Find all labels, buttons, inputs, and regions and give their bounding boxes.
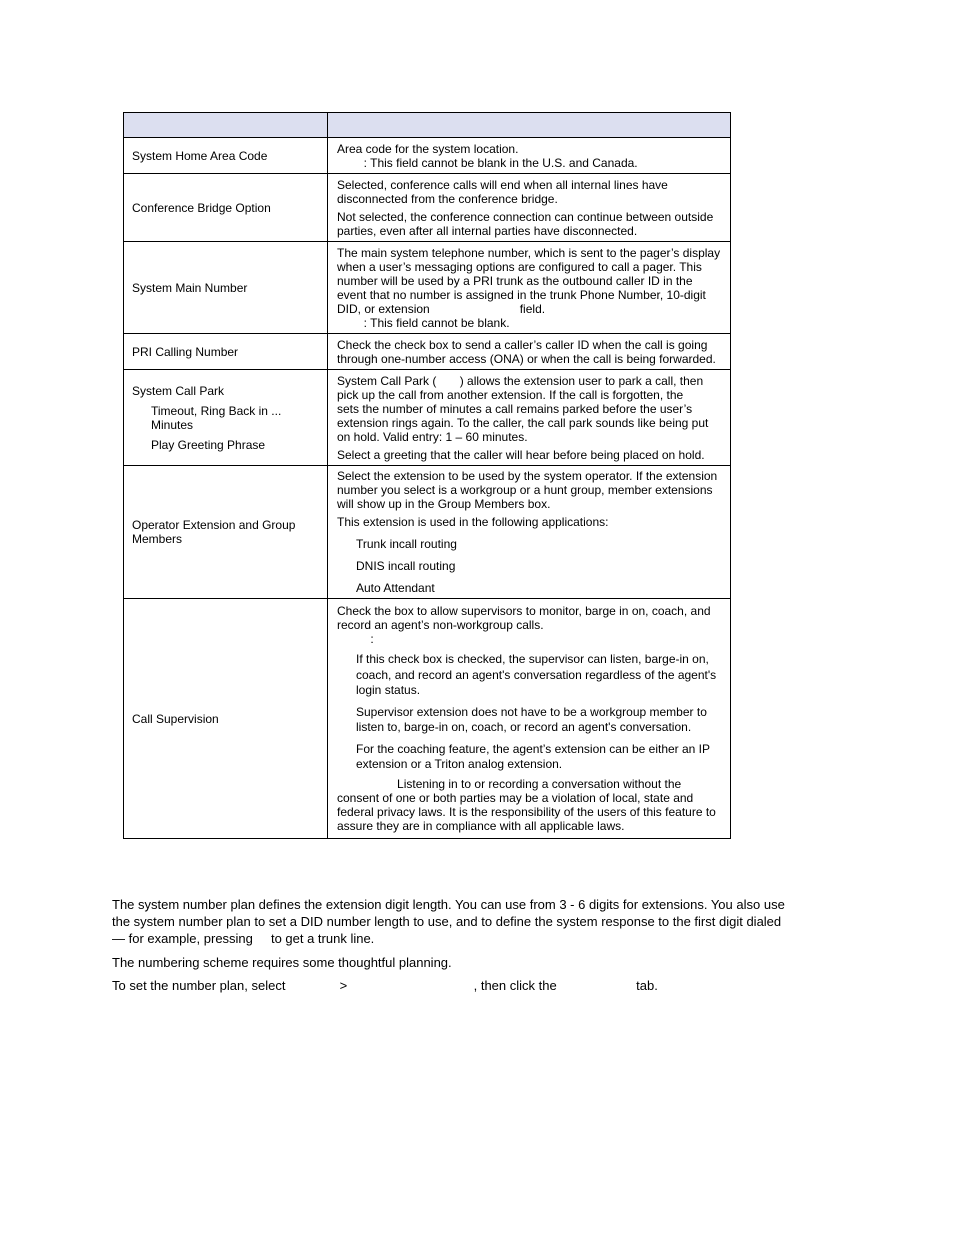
setting-name-main: System Call Park <box>132 383 225 398</box>
planning-note-paragraph: The numbering scheme requires some thoughtful planning. <box>112 955 452 970</box>
table-row <box>124 334 731 370</box>
description-text: Select the extension to be used by the system operator. If the extension number you select is a workgroup or a hunt group, member extensions will show up in the Group Members box. <box>337 469 718 511</box>
table-row <box>124 466 731 599</box>
warning-text: Listening in to or recording a conversation without the consent of one or both parties may be a violation of local, state and federal privacy laws. It is the responsibility of the users of this feature to assure they are in compliance with all applicable laws. <box>337 776 720 833</box>
setting-name: System Main Number <box>124 242 328 334</box>
note-text: : This field cannot be blank in the U.S. and Canada. <box>337 155 638 170</box>
description-text: The main system telephone number, which is sent to the pager’s display when a user’s messaging options are configured to call a pager. This number will be used by a PRI trunk as the outbound caller ID in the event that no number is assigned in the trunk Phone Number, 10-digit DID, or extension field. <box>337 245 724 316</box>
description-text: This extension is used in the following applications: <box>337 515 609 529</box>
notes-label: : <box>337 632 374 647</box>
description-text: Select a greeting that the caller will hear before being placed on hold. <box>337 447 705 462</box>
list-item: Trunk incall routing <box>356 537 457 551</box>
description-text: System Call Park ( ) allows the extension user to park a call, then pick up the call from another extension. If the call is forgotten, the sets the number of minutes a call remains parked before the user’s extension rings again. To the caller, the call park sounds like being put on hold. Valid entry: 1 – 60 minutes. <box>337 373 737 444</box>
table-row <box>124 242 731 334</box>
description-text: Area code for the system location. <box>337 141 519 156</box>
header-description <box>328 113 731 138</box>
setting-name-sub: Play Greeting Phrase <box>151 437 266 452</box>
setting-description <box>328 174 731 242</box>
setting-name: Conference Bridge Option <box>124 174 328 242</box>
list-item: If this check box is checked, the supervisor can listen, barge-in on, coach, and record an agent's conversation regardless of the agent's login status. <box>356 652 717 698</box>
setting-name <box>124 370 328 466</box>
setting-name-sub: Timeout, Ring Back in ... Minutes <box>151 403 282 432</box>
table-row <box>124 370 731 466</box>
header-setting <box>124 113 328 138</box>
setting-name: Call Supervision <box>124 599 328 839</box>
list-item: Supervisor extension does not have to be a workgroup member to listen to, barge-in on, coach, or record an agent's conversation. <box>356 704 707 735</box>
setting-description <box>328 242 731 334</box>
setting-description <box>328 370 737 466</box>
setting-name: Operator Extension and Group Members <box>124 466 328 599</box>
description-text: Check the box to allow supervisors to monitor, barge in on, coach, and record an agent’s non-workgroup calls. <box>337 604 711 633</box>
list-item: Auto Attendant <box>356 581 435 595</box>
description-text: Not selected, the conference connection can continue between outside parties, even after all internal parties have disconnected. <box>337 209 714 238</box>
settings-table <box>123 112 737 839</box>
instructions-paragraph: To set the number plan, select > , then click the tab. <box>112 978 658 993</box>
table-header-row <box>124 113 731 138</box>
note-text: : This field cannot be blank. <box>337 315 510 330</box>
table-row <box>124 138 731 174</box>
setting-description <box>328 599 731 839</box>
setting-description <box>328 138 731 174</box>
setting-description <box>328 466 731 599</box>
setting-description <box>328 334 731 370</box>
table-row <box>124 174 731 242</box>
description-text: Check the check box to send a caller’s caller ID when the call is going through one-number access (ONA) or when the call is being forwarded. <box>337 337 716 366</box>
table-row <box>124 599 731 839</box>
list-item: For the coaching feature, the agent’s extension can be either an IP extension or a Triton analog extension. <box>356 741 710 772</box>
description-text: Selected, conference calls will end when all internal lines have disconnected from the conference bridge. <box>337 177 668 206</box>
setting-name: System Home Area Code <box>124 138 328 174</box>
setting-name: PRI Calling Number <box>124 334 328 370</box>
list-item: DNIS incall routing <box>356 559 456 573</box>
number-plan-paragraph: The system number plan defines the extension digit length. You can use from 3 - 6 digits for extensions. You also use the system number plan to set a DID number length to use, and to define the system response to the first digit dialed — for example, pressing to get a trunk line. <box>112 897 789 946</box>
